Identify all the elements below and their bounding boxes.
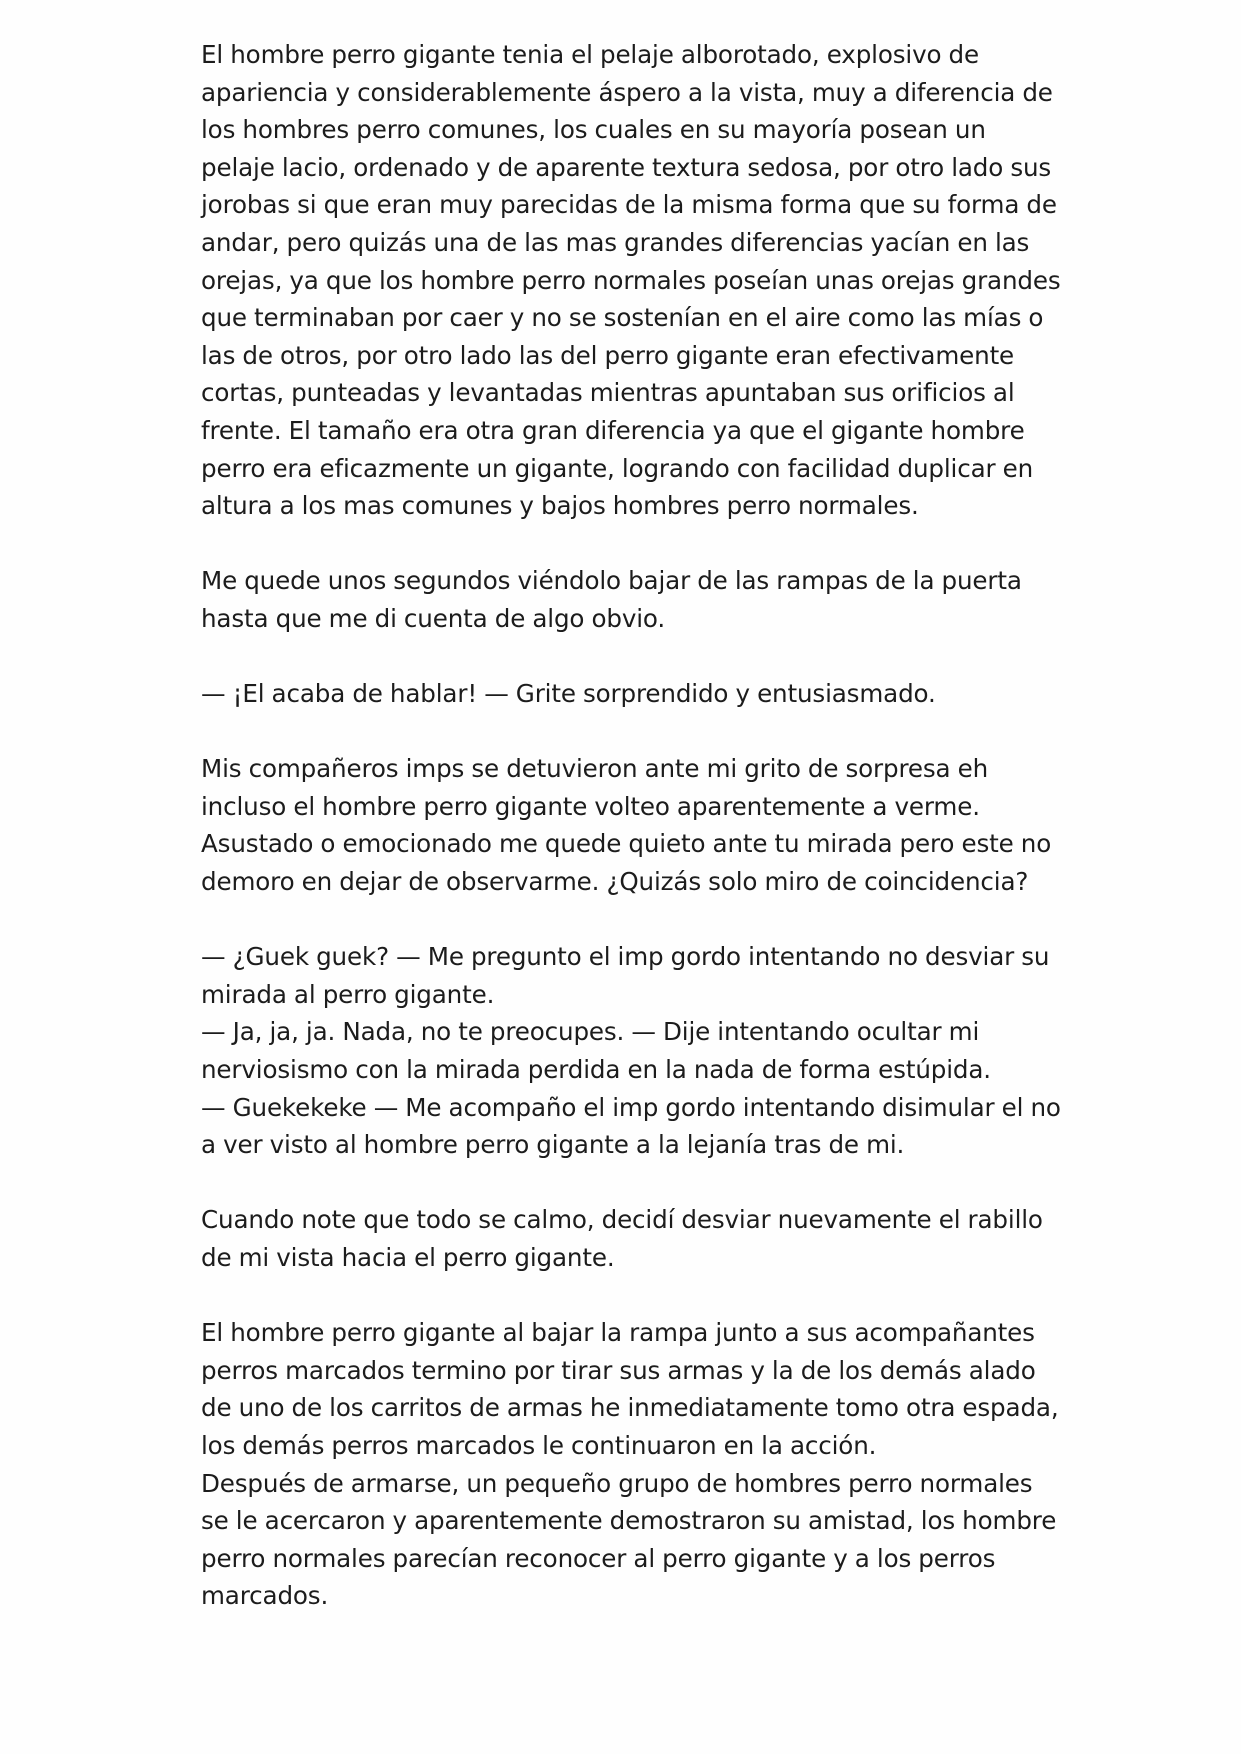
paragraph-spacer [201,638,1051,676]
text-line: Me quede unos segundos viéndolo bajar de las rampas de la puerta [201,566,1022,596]
text-line: apariencia y considerablemente áspero a la vista, muy a diferencia de [201,77,1053,107]
paragraph-1 [201,36,1061,525]
text-line: Mis compañeros imps se detuvieron ante mi grito de sorpresa eh [201,754,989,784]
text-line: El hombre perro gigante tenia el pelaje alborotado, explosivo de [201,40,980,69]
text-line: perro era eficazmente un gigante, logrando con facilidad duplicar en [201,453,1034,483]
text-line: que terminaban por caer y no se sostenían en el aire como las mías o [201,303,1044,333]
text-line: se le acercaron y aparentemente demostraron su amistad, los hombre [201,1506,1057,1536]
text-line: de uno de los carritos de armas he inmediatamente tomo otra espada, [201,1393,1059,1423]
text-line: orejas, ya que los hombre perro normales poseían unas orejas grandes [201,265,1061,295]
dialogue-paragraph-5 [201,938,1061,1164]
text-line: cortas, punteadas y levantadas mientras apuntaban sus orificios al [201,378,1015,408]
paragraph-6 [201,1201,1051,1276]
paragraph-2 [201,562,1051,637]
text-line: jorobas si que eran muy parecidas de la misma forma que su forma de [201,190,1057,220]
text-line: Cuando note que todo se calmo, decidí desviar nuevamente el rabillo [201,1205,1043,1235]
paragraph-7 [201,1314,1059,1615]
paragraph-4 [201,750,1051,900]
paragraph-spacer [201,1164,1051,1202]
dialogue-line: a ver visto al hombre perro gigante a la lejanía tras de mi. [201,1130,905,1160]
paragraph-spacer [201,713,1051,751]
paragraph-spacer [201,901,1051,939]
dialogue-line: — Guekekeke — Me acompaño el imp gordo intentando disimular el no [201,1092,1061,1122]
dialogue-line: — Ja, ja, ja. Nada, no te preocupes. — Dije intentando ocultar mi [201,1017,980,1047]
text-line: marcados. [201,1581,329,1611]
dialogue-line: — ¡El acaba de hablar! — Grite sorprendido y entusiasmado. [201,679,936,709]
text-line: El hombre perro gigante al bajar la rampa junto a sus acompañantes [201,1318,1035,1348]
text-line: frente. El tamaño era otra gran diferencia ya que el gigante hombre [201,415,1025,445]
dialogue-line: — ¿Guek guek? — Me pregunto el imp gordo intentando no desviar su [201,942,1050,972]
text-line: andar, pero quizás una de las mas grandes diferencias yacían en las [201,227,1030,257]
text-line: pelaje lacio, ordenado y de aparente textura sedosa, por otro lado sus [201,152,1052,182]
dialogue-line: mirada al perro gigante. [201,979,495,1009]
text-line: perros marcados termino por tirar sus armas y la de los demás alado [201,1355,1036,1385]
text-line: Después de armarse, un pequeño grupo de hombres perro normales [201,1468,1033,1498]
dialogue-paragraph-3 [201,675,1051,713]
text-line: demoro en dejar de observarme. ¿Quizás solo miro de coincidencia? [201,867,1029,897]
text-line: altura a los mas comunes y bajos hombres perro normales. [201,491,919,521]
dialogue-line: nerviosismo con la mirada perdida en la nada de forma estúpida. [201,1055,991,1085]
text-line: los hombres perro comunes, los cuales en su mayoría posean un [201,115,986,145]
text-line: los demás perros marcados le continuaron en la acción. [201,1430,877,1460]
text-line: las de otros, por otro lado las del perro gigante eran efectivamente [201,340,1015,370]
text-line: Asustado o emocionado me quede quieto ante tu mirada pero este no [201,829,1052,859]
text-line: incluso el hombre perro gigante volteo aparentemente a verme. [201,791,980,821]
body-text [201,36,1061,1615]
paragraph-spacer [201,525,1051,563]
text-line: de mi vista hacia el perro gigante. [201,1243,615,1272]
paragraph-spacer [201,1277,1051,1315]
text-line: hasta que me di cuenta de algo obvio. [201,603,666,633]
text-line: perro normales parecían reconocer al perro gigante y a los perros [201,1543,996,1573]
